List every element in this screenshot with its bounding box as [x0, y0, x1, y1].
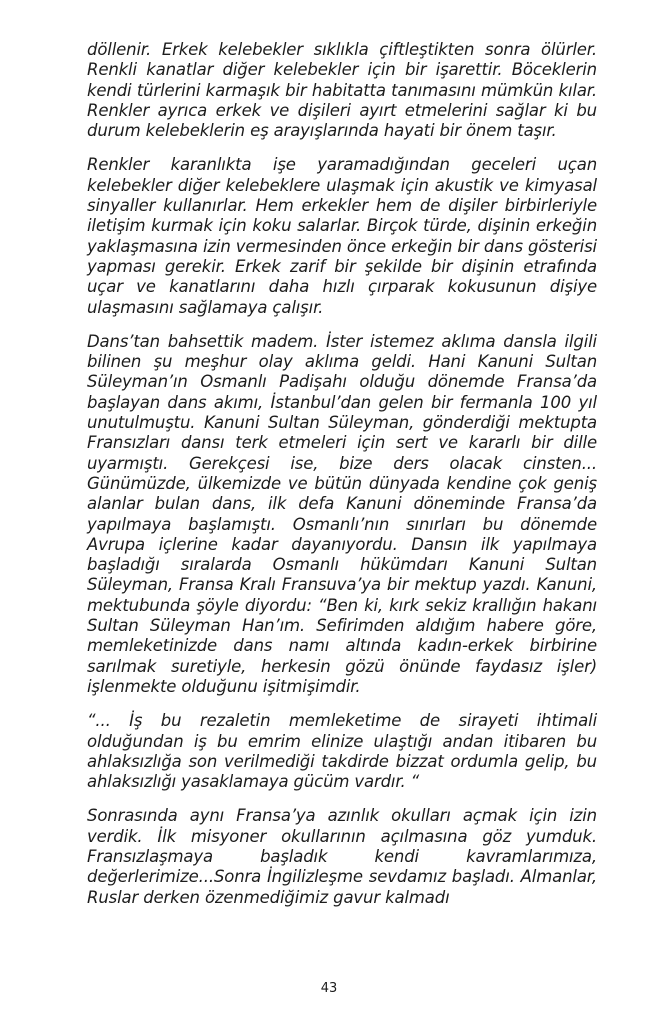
page-body: [87, 40, 597, 922]
paragraph-2: Renkler karanlıkta işe yaramadığından geceleri uçan kelebekler diğer kelebeklere ulaşmak için akustik ve kimyasal sinyaller kullanırlar. Hem erkekler hem de dişiler birbirleriyle iletişim kurmak için koku salarlar. Birçok türde, dişinin erkeğin yaklaşmasına izin vermesinden önce erkeğin bir dans gösterisi yapması gerekir. Erkek zarif bir şekilde bir dişinin etrafında uçar ve kanatlarını daha hızlı çırparak kokusunun dişiye ulaşmasını sağlamaya çalışır.: [87, 155, 597, 317]
paragraph-1: döllenir. Erkek kelebekler sıklıkla çiftleştikten sonra ölürler. Renkli kanatlar diğer kelebekler için bir işarettir. Böceklerin kendi türlerini karmaşık bir habitatta tanımasını mümkün kılar. Renkler ayrıca erkek ve dişileri ayırt etmelerini sağlar ki bu durum kelebeklerin eş arayışlarında hayati bir önem taşır.: [87, 40, 597, 141]
paragraph-3: Dans’tan bahsettik madem. İster istemez aklıma dansla ilgili bilinen şu meşhur olay aklıma geldi. Hani Kanuni Sultan Süleyman’ın Osmanlı Padişahı olduğu dönemde Fransa’da başlayan dans akımı, İstanbul’dan gelen bir fermanla 100 yıl unutulmuştu. Kanuni Sultan Süleyman, gönderdiği mektupta Fransızları dansı terk etmeleri için sert ve kararlı bir dille uyarmıştı. Gerekçesi ise, bize ders olacak cinsten... Günümüzde, ülkemizde ve bütün dünyada kendine çok geniş alanlar bulan dans, ilk defa Kanuni döneminde Fransa’da yapılmaya başlamıştı. Osmanlı’nın sınırları bu dönemde Avrupa içlerine kadar dayanıyordu. Dansın ilk yapılmaya başladığı sıralarda Osmanlı hükümdarı Kanuni Sultan Süleyman, Fransa Kralı Fransuva’ya bir mektup yazdı. Kanuni, mektubunda şöyle diyordu: “Ben ki, kırk sekiz krallığın hakanı Sultan Süleyman Han’ım. Sefirimden aldığım habere göre, memleketinizde dans namı altında kadın-erkek birbirine sarılmak suretiyle, herkesin gözü önünde faydasız işler) işlenmekte olduğunu işitmişimdir.: [87, 331, 597, 696]
paragraph-5: Sonrasında aynı Fransa’ya azınlık okulları açmak için izin verdik. İlk misyoner okullarının açılmasına göz yumduk. Fransızlaşmaya başladık kendi kavramlarımıza, değerlerimize...Sonra İngilizleşme sevdamız başladı. Almanlar, Ruslar derken özenmediğimiz gavur kalmadı: [87, 806, 597, 907]
page-number: 43: [320, 981, 338, 996]
paragraph-4-quote: “... İş bu rezaletin memleketime de sirayeti ihtimali olduğundan iş bu emrim elinize ulaştığı andan itibaren bu ahlaksızlığa son verilmediği takdirde bizzat ordumla gelip, bu ahlaksızlığı yasaklamaya gücüm vardır. “: [87, 711, 597, 792]
